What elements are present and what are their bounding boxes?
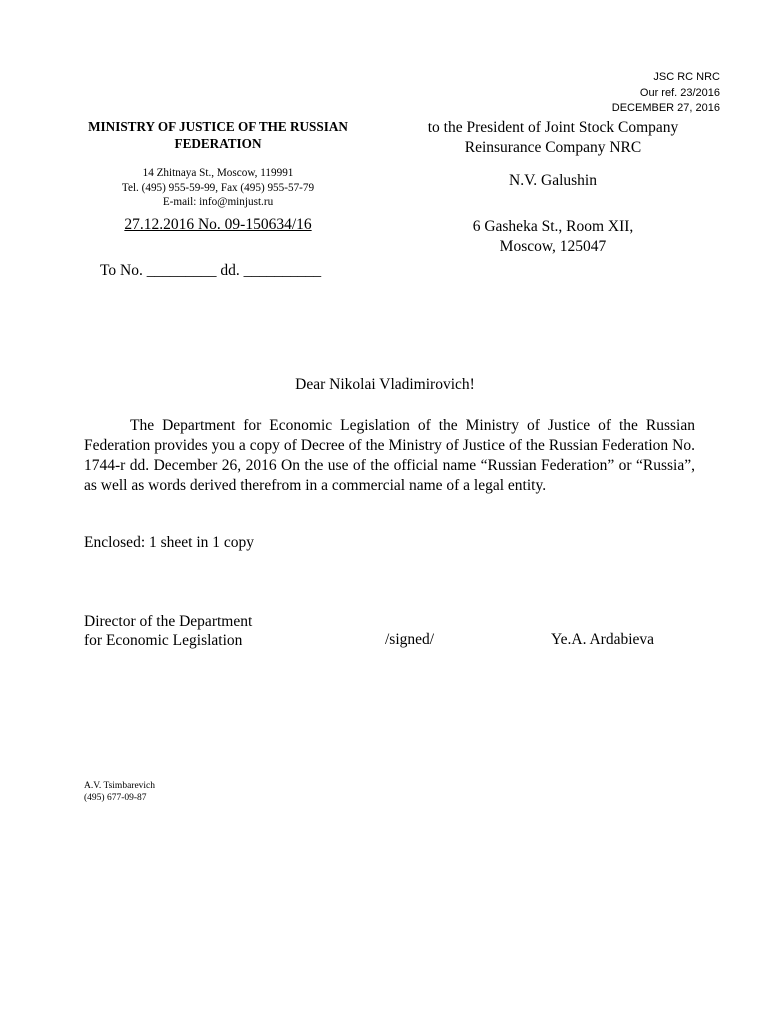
salutation: Dear Nikolai Vladimirovich! — [295, 376, 475, 393]
to-number-line: To No. _________ dd. __________ — [100, 262, 322, 279]
signed-mark: /signed/ — [385, 631, 435, 648]
signatory-name: Ye.A. Ardabieva — [551, 631, 655, 648]
stamp-date: DECEMBER 27, 2016 — [611, 102, 720, 114]
enclosure-note: Enclosed: 1 sheet in 1 copy — [84, 534, 255, 551]
recipient-block — [398, 118, 708, 158]
recipient-name: N.V. Galushin — [509, 172, 597, 189]
recipient-street: 6 Gasheka St., Room XII, — [472, 218, 634, 235]
sender-ministry — [62, 118, 374, 152]
signatory-title — [84, 612, 252, 650]
stamp-company: JSC RC NRC — [653, 71, 720, 83]
recipient-address — [398, 217, 708, 256]
document-reference — [62, 216, 374, 234]
letter-body: The Department for Economic Legislation of the Ministry of Justice of the Russian Federation provides you a copy of Decree of the Ministry of Justice of the Russian Federation No. 1744-r dd. December 26, 2016 On the use of the official name “Russian Federation” or “Russia”, as well as words derived therefrom in a commercial name of a legal entity. — [84, 417, 695, 494]
sender-phone: Tel. (495) 955-59-99, Fax (495) 955-57-79 — [121, 181, 315, 194]
sender-email: E-mail: info@minjust.ru — [162, 196, 274, 208]
ministry-line2: FEDERATION — [174, 136, 262, 151]
executor-info — [84, 780, 155, 804]
document-number: 27.12.2016 No. 09-150634/16 — [124, 216, 312, 233]
recipient-city: Moscow, 125047 — [499, 237, 607, 255]
recipient-line2: Reinsurance Company NRC — [464, 139, 642, 156]
signatory-title-line1: Director of the Department — [84, 613, 253, 630]
stamp-ref: Our ref. 23/2016 — [639, 86, 720, 99]
sender-address — [62, 166, 374, 210]
ministry-line1: MINISTRY OF JUSTICE OF THE RUSSIAN — [88, 119, 348, 134]
recipient-line1: to the President of Joint Stock Company — [427, 119, 679, 136]
incoming-stamp — [612, 70, 720, 117]
sender-street: 14 Zhitnaya St., Moscow, 119991 — [142, 167, 294, 179]
signatory-title-line2: for Economic Legislation — [84, 632, 243, 649]
executor-phone: (495) 677-09-87 — [84, 793, 147, 803]
executor-name: A.V. Tsimbarevich — [84, 781, 156, 791]
